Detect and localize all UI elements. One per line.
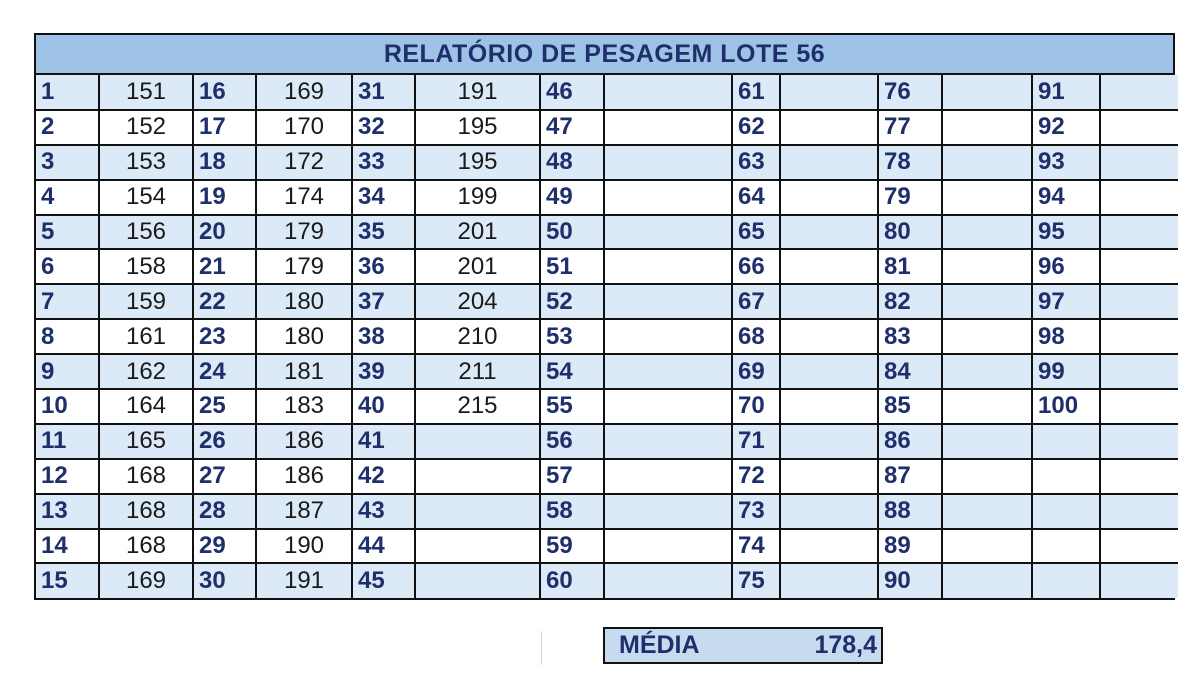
lot-number-cell: 9 bbox=[36, 354, 99, 389]
weight-cell: 161 bbox=[99, 319, 193, 354]
lot-number-cell: 18 bbox=[193, 145, 256, 180]
weight-cell: 195 bbox=[415, 145, 540, 180]
weight-cell bbox=[942, 284, 1032, 319]
weight-cell bbox=[1100, 110, 1178, 145]
report-title: RELATÓRIO DE PESAGEM LOTE 56 bbox=[36, 35, 1173, 75]
average-label: MÉDIA bbox=[619, 631, 700, 659]
weight-cell: 180 bbox=[256, 319, 352, 354]
table-row bbox=[36, 354, 1178, 389]
weight-cell bbox=[942, 145, 1032, 180]
lot-number-cell bbox=[1032, 459, 1100, 494]
table-row bbox=[36, 249, 1178, 284]
weight-cell bbox=[780, 354, 878, 389]
table-row bbox=[36, 424, 1178, 459]
lot-number-cell: 42 bbox=[352, 459, 415, 494]
weight-cell: 153 bbox=[99, 145, 193, 180]
table-row bbox=[36, 563, 1178, 598]
weight-cell bbox=[604, 424, 732, 459]
lot-number-cell: 2 bbox=[36, 110, 99, 145]
average-box bbox=[603, 627, 883, 664]
lot-number-cell: 54 bbox=[540, 354, 604, 389]
lot-number-cell: 57 bbox=[540, 459, 604, 494]
lot-number-cell bbox=[1032, 563, 1100, 598]
weight-cell: 187 bbox=[256, 494, 352, 529]
lot-number-cell: 41 bbox=[352, 424, 415, 459]
weight-cell bbox=[604, 529, 732, 564]
weight-cell bbox=[942, 459, 1032, 494]
lot-number-cell: 22 bbox=[193, 284, 256, 319]
weight-cell bbox=[1100, 459, 1178, 494]
weight-cell bbox=[415, 494, 540, 529]
lot-number-cell: 11 bbox=[36, 424, 99, 459]
weight-cell: 180 bbox=[256, 284, 352, 319]
weight-cell: 169 bbox=[99, 563, 193, 598]
weight-cell: 169 bbox=[256, 75, 352, 110]
lot-number-cell: 84 bbox=[878, 354, 942, 389]
lot-number-cell: 60 bbox=[540, 563, 604, 598]
lot-number-cell: 40 bbox=[352, 389, 415, 424]
lot-number-cell: 6 bbox=[36, 249, 99, 284]
weight-cell bbox=[780, 319, 878, 354]
lot-number-cell: 33 bbox=[352, 145, 415, 180]
lot-number-cell: 74 bbox=[732, 529, 780, 564]
lot-number-cell: 94 bbox=[1032, 180, 1100, 215]
weight-cell bbox=[1100, 145, 1178, 180]
weight-cell bbox=[780, 563, 878, 598]
weight-cell: 181 bbox=[256, 354, 352, 389]
weight-cell bbox=[942, 424, 1032, 459]
lot-number-cell: 89 bbox=[878, 529, 942, 564]
lot-number-cell: 46 bbox=[540, 75, 604, 110]
lot-number-cell: 88 bbox=[878, 494, 942, 529]
weight-cell: 204 bbox=[415, 284, 540, 319]
lot-number-cell: 19 bbox=[193, 180, 256, 215]
lot-number-cell: 13 bbox=[36, 494, 99, 529]
weight-cell bbox=[942, 529, 1032, 564]
weight-cell bbox=[780, 215, 878, 250]
lot-number-cell: 35 bbox=[352, 215, 415, 250]
weight-cell bbox=[780, 459, 878, 494]
lot-number-cell: 15 bbox=[36, 563, 99, 598]
lot-number-cell: 71 bbox=[732, 424, 780, 459]
lot-number-cell: 96 bbox=[1032, 249, 1100, 284]
lot-number-cell: 64 bbox=[732, 180, 780, 215]
weight-cell bbox=[942, 563, 1032, 598]
lot-number-cell: 51 bbox=[540, 249, 604, 284]
weight-cell: 183 bbox=[256, 389, 352, 424]
table-row bbox=[36, 389, 1178, 424]
lot-number-cell: 30 bbox=[193, 563, 256, 598]
table-row bbox=[36, 319, 1178, 354]
weight-cell bbox=[604, 180, 732, 215]
lot-number-cell: 36 bbox=[352, 249, 415, 284]
weight-cell bbox=[780, 494, 878, 529]
weight-cell bbox=[604, 110, 732, 145]
cell-divider bbox=[541, 631, 542, 665]
weight-cell: 156 bbox=[99, 215, 193, 250]
weight-cell bbox=[1100, 494, 1178, 529]
lot-number-cell: 5 bbox=[36, 215, 99, 250]
table-row bbox=[36, 459, 1178, 494]
weight-cell: 170 bbox=[256, 110, 352, 145]
weight-cell: 168 bbox=[99, 529, 193, 564]
weight-cell: 191 bbox=[415, 75, 540, 110]
lot-number-cell: 45 bbox=[352, 563, 415, 598]
weight-cell bbox=[942, 180, 1032, 215]
lot-number-cell bbox=[1032, 494, 1100, 529]
lot-number-cell: 1 bbox=[36, 75, 99, 110]
weight-cell: 190 bbox=[256, 529, 352, 564]
weight-cell bbox=[780, 389, 878, 424]
weight-cell: 162 bbox=[99, 354, 193, 389]
lot-number-cell: 63 bbox=[732, 145, 780, 180]
weight-cell bbox=[1100, 354, 1178, 389]
table-row bbox=[36, 145, 1178, 180]
lot-number-cell: 29 bbox=[193, 529, 256, 564]
weight-cell: 152 bbox=[99, 110, 193, 145]
lot-number-cell: 3 bbox=[36, 145, 99, 180]
lot-number-cell: 25 bbox=[193, 389, 256, 424]
weight-cell bbox=[780, 110, 878, 145]
weight-cell bbox=[604, 494, 732, 529]
weight-cell: 211 bbox=[415, 354, 540, 389]
lot-number-cell bbox=[1032, 529, 1100, 564]
weight-cell bbox=[780, 180, 878, 215]
weight-cell bbox=[604, 459, 732, 494]
weight-cell bbox=[942, 319, 1032, 354]
weight-cell bbox=[415, 424, 540, 459]
weight-cell bbox=[604, 563, 732, 598]
lot-number-cell: 7 bbox=[36, 284, 99, 319]
table-row bbox=[36, 494, 1178, 529]
weight-cell bbox=[942, 110, 1032, 145]
lot-number-cell: 93 bbox=[1032, 145, 1100, 180]
weight-cell: 174 bbox=[256, 180, 352, 215]
lot-number-cell: 76 bbox=[878, 75, 942, 110]
weight-cell bbox=[780, 145, 878, 180]
weight-cell bbox=[1100, 249, 1178, 284]
lot-number-cell: 49 bbox=[540, 180, 604, 215]
weight-cell bbox=[780, 284, 878, 319]
lot-number-cell: 83 bbox=[878, 319, 942, 354]
lot-number-cell: 52 bbox=[540, 284, 604, 319]
table-row bbox=[36, 110, 1178, 145]
table-row bbox=[36, 180, 1178, 215]
weight-cell bbox=[604, 249, 732, 284]
lot-number-cell: 92 bbox=[1032, 110, 1100, 145]
weight-cell bbox=[942, 215, 1032, 250]
lot-number-cell: 59 bbox=[540, 529, 604, 564]
weight-cell bbox=[1100, 215, 1178, 250]
weight-cell bbox=[604, 75, 732, 110]
lot-number-cell: 95 bbox=[1032, 215, 1100, 250]
weight-cell: 201 bbox=[415, 215, 540, 250]
lot-number-cell: 4 bbox=[36, 180, 99, 215]
lot-number-cell: 87 bbox=[878, 459, 942, 494]
lot-number-cell: 48 bbox=[540, 145, 604, 180]
weight-cell: 215 bbox=[415, 389, 540, 424]
lot-number-cell: 69 bbox=[732, 354, 780, 389]
lot-number-cell: 85 bbox=[878, 389, 942, 424]
lot-number-cell: 99 bbox=[1032, 354, 1100, 389]
weight-cell: 164 bbox=[99, 389, 193, 424]
weight-cell: 154 bbox=[99, 180, 193, 215]
weight-cell bbox=[1100, 319, 1178, 354]
weight-cell bbox=[1100, 284, 1178, 319]
weight-cell bbox=[942, 249, 1032, 284]
weight-cell: 165 bbox=[99, 424, 193, 459]
lot-number-cell: 68 bbox=[732, 319, 780, 354]
table-row bbox=[36, 529, 1178, 564]
weight-cell: 151 bbox=[99, 75, 193, 110]
lot-number-cell: 32 bbox=[352, 110, 415, 145]
lot-number-cell: 80 bbox=[878, 215, 942, 250]
lot-number-cell: 50 bbox=[540, 215, 604, 250]
lot-number-cell: 39 bbox=[352, 354, 415, 389]
lot-number-cell: 14 bbox=[36, 529, 99, 564]
lot-number-cell bbox=[1032, 424, 1100, 459]
lot-number-cell: 73 bbox=[732, 494, 780, 529]
lot-number-cell: 56 bbox=[540, 424, 604, 459]
lot-number-cell: 55 bbox=[540, 389, 604, 424]
lot-number-cell: 97 bbox=[1032, 284, 1100, 319]
lot-number-cell: 70 bbox=[732, 389, 780, 424]
lot-number-cell: 82 bbox=[878, 284, 942, 319]
average-value: 178,4 bbox=[814, 631, 877, 659]
lot-number-cell: 62 bbox=[732, 110, 780, 145]
lot-number-cell: 86 bbox=[878, 424, 942, 459]
weight-cell bbox=[415, 529, 540, 564]
weight-cell bbox=[780, 529, 878, 564]
lot-number-cell: 28 bbox=[193, 494, 256, 529]
lot-number-cell: 24 bbox=[193, 354, 256, 389]
weight-cell bbox=[1100, 75, 1178, 110]
lot-number-cell: 100 bbox=[1032, 389, 1100, 424]
weight-cell: 199 bbox=[415, 180, 540, 215]
lot-number-cell: 65 bbox=[732, 215, 780, 250]
weight-cell: 186 bbox=[256, 459, 352, 494]
weight-cell: 159 bbox=[99, 284, 193, 319]
weighing-report bbox=[34, 33, 1175, 600]
table-row bbox=[36, 75, 1178, 110]
lot-number-cell: 81 bbox=[878, 249, 942, 284]
lot-number-cell: 75 bbox=[732, 563, 780, 598]
weight-cell bbox=[942, 75, 1032, 110]
weight-cell bbox=[780, 75, 878, 110]
lot-number-cell: 66 bbox=[732, 249, 780, 284]
lot-number-cell: 61 bbox=[732, 75, 780, 110]
weight-cell: 201 bbox=[415, 249, 540, 284]
table-row bbox=[36, 215, 1178, 250]
lot-number-cell: 10 bbox=[36, 389, 99, 424]
lot-number-cell: 98 bbox=[1032, 319, 1100, 354]
weight-cell bbox=[1100, 529, 1178, 564]
weight-cell: 186 bbox=[256, 424, 352, 459]
lot-number-cell: 79 bbox=[878, 180, 942, 215]
weight-cell bbox=[780, 424, 878, 459]
weight-cell: 172 bbox=[256, 145, 352, 180]
table-row bbox=[36, 284, 1178, 319]
weight-cell: 168 bbox=[99, 494, 193, 529]
weight-cell: 158 bbox=[99, 249, 193, 284]
lot-number-cell: 12 bbox=[36, 459, 99, 494]
weight-cell bbox=[780, 249, 878, 284]
weight-cell bbox=[942, 494, 1032, 529]
weight-cell: 168 bbox=[99, 459, 193, 494]
lot-number-cell: 8 bbox=[36, 319, 99, 354]
lot-number-cell: 72 bbox=[732, 459, 780, 494]
lot-number-cell: 21 bbox=[193, 249, 256, 284]
weight-cell bbox=[1100, 180, 1178, 215]
weight-cell bbox=[604, 319, 732, 354]
weight-cell bbox=[1100, 563, 1178, 598]
weight-cell bbox=[604, 354, 732, 389]
lot-number-cell: 44 bbox=[352, 529, 415, 564]
lot-number-cell: 17 bbox=[193, 110, 256, 145]
lot-number-cell: 34 bbox=[352, 180, 415, 215]
lot-number-cell: 38 bbox=[352, 319, 415, 354]
weight-cell: 191 bbox=[256, 563, 352, 598]
lot-number-cell: 58 bbox=[540, 494, 604, 529]
weight-cell bbox=[604, 215, 732, 250]
weight-cell: 179 bbox=[256, 215, 352, 250]
weight-cell bbox=[604, 389, 732, 424]
lot-number-cell: 31 bbox=[352, 75, 415, 110]
lot-number-cell: 16 bbox=[193, 75, 256, 110]
weight-cell bbox=[415, 459, 540, 494]
weight-cell bbox=[415, 563, 540, 598]
lot-number-cell: 78 bbox=[878, 145, 942, 180]
lot-number-cell: 47 bbox=[540, 110, 604, 145]
lot-number-cell: 23 bbox=[193, 319, 256, 354]
weight-cell: 210 bbox=[415, 319, 540, 354]
lot-number-cell: 90 bbox=[878, 563, 942, 598]
weight-cell: 179 bbox=[256, 249, 352, 284]
lot-number-cell: 53 bbox=[540, 319, 604, 354]
weight-cell: 195 bbox=[415, 110, 540, 145]
weight-cell bbox=[1100, 424, 1178, 459]
lot-number-cell: 27 bbox=[193, 459, 256, 494]
lot-number-cell: 67 bbox=[732, 284, 780, 319]
weight-cell bbox=[1100, 389, 1178, 424]
lot-number-cell: 37 bbox=[352, 284, 415, 319]
lot-number-cell: 77 bbox=[878, 110, 942, 145]
lot-number-cell: 91 bbox=[1032, 75, 1100, 110]
lot-number-cell: 43 bbox=[352, 494, 415, 529]
weight-cell bbox=[942, 354, 1032, 389]
lot-number-cell: 26 bbox=[193, 424, 256, 459]
weight-cell bbox=[942, 389, 1032, 424]
weighing-table bbox=[36, 75, 1178, 598]
weight-cell bbox=[604, 284, 732, 319]
weight-cell bbox=[604, 145, 732, 180]
lot-number-cell: 20 bbox=[193, 215, 256, 250]
